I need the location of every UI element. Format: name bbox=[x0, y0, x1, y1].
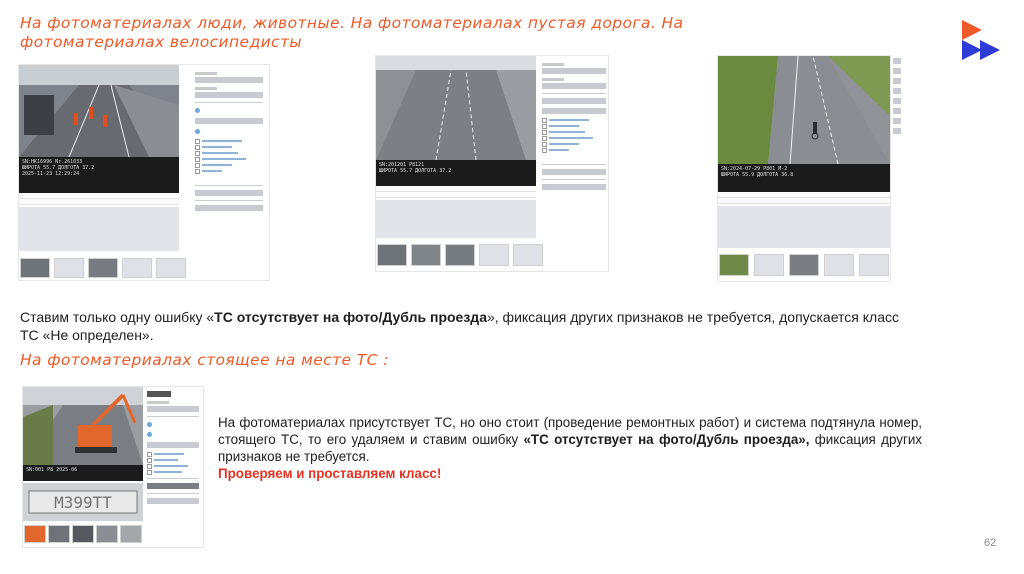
thumbnail[interactable] bbox=[54, 258, 84, 278]
screenshot-cyclist bbox=[717, 55, 891, 282]
page-number: 62 bbox=[984, 537, 997, 549]
thumbnail[interactable] bbox=[122, 258, 152, 278]
para-warning: Проверяем и проставляем класс! bbox=[218, 466, 442, 481]
thumbnail[interactable] bbox=[789, 254, 819, 276]
plate-area bbox=[19, 207, 179, 251]
thumbnail[interactable] bbox=[824, 254, 854, 276]
review-form bbox=[147, 391, 199, 508]
thumbnail[interactable] bbox=[719, 254, 749, 276]
thumbnail[interactable] bbox=[88, 258, 118, 278]
thumbnail[interactable] bbox=[24, 525, 46, 543]
instruction-text bbox=[20, 308, 920, 344]
thumbnail[interactable] bbox=[411, 244, 441, 266]
thumbnail[interactable] bbox=[20, 258, 50, 278]
photo-caption: SN:HK16996 Nr.261033 ШИРОТА 55.7 ДОЛГОТА 37.2 2025-11-23 12:29:24 bbox=[19, 157, 179, 193]
para-prefix: На фотоматериалах присутствует ТС, но оно стоит (проведение ремонтных работ) и система подтянула номер, стоящего ТС, то его удаляем и ставим ошибку bbox=[218, 415, 922, 447]
instruction-suffix: », фиксация других признаков не требуется, допускается класс ТС «Не определен». bbox=[20, 309, 900, 343]
section-subtitle: На фотоматериалах стоящее на месте ТС : bbox=[20, 351, 389, 369]
photo-caption: SN:201201 P8121 ШИРОТА 55.7 ДОЛГОТА 37.2 bbox=[376, 160, 536, 186]
slide-title: На фотоматериалах люди, животные. На фотоматериалах пустая дорога. На фотоматериалах велосипедисты bbox=[20, 14, 684, 51]
screenshot-empty-road bbox=[375, 55, 609, 272]
review-form bbox=[893, 58, 901, 138]
thumbnail[interactable] bbox=[120, 525, 142, 543]
parked-vehicle-instruction bbox=[218, 414, 922, 482]
thumbnail[interactable] bbox=[96, 525, 118, 543]
screenshot-parked-vehicle bbox=[22, 386, 204, 548]
para-error-name: «ТС отсутствует на фото/Дубль проезда», bbox=[523, 432, 810, 447]
plate-area bbox=[718, 206, 890, 248]
screenshot-people bbox=[18, 64, 270, 281]
thumbnail[interactable] bbox=[513, 244, 543, 266]
thumbnail[interactable] bbox=[48, 525, 70, 543]
review-form bbox=[195, 69, 263, 215]
plate-area bbox=[376, 200, 536, 238]
thumbnail[interactable] bbox=[479, 244, 509, 266]
instruction-error-name: ТС отсутствует на фото/Дубль проезда bbox=[214, 309, 487, 325]
thumbnail[interactable] bbox=[72, 525, 94, 543]
company-logo bbox=[960, 18, 1004, 62]
license-plate-image bbox=[23, 483, 143, 521]
instruction-prefix: Ставим только одну ошибку « bbox=[20, 309, 215, 325]
thumbnail[interactable] bbox=[754, 254, 784, 276]
thumbnail[interactable] bbox=[859, 254, 889, 276]
thumbnail[interactable] bbox=[156, 258, 186, 278]
road-photo-excavator bbox=[23, 387, 143, 465]
review-form bbox=[542, 60, 606, 194]
photo-caption: SN:001 P8 2025-06 bbox=[23, 465, 143, 481]
road-photo-empty bbox=[376, 56, 536, 160]
thumbnail[interactable] bbox=[377, 244, 407, 266]
photo-caption: SN:2024-07-29 P801 M-2 ШИРОТА 55.9 ДОЛГОТА 36.8 bbox=[718, 164, 890, 192]
thumbnail[interactable] bbox=[445, 244, 475, 266]
road-photo-people bbox=[19, 65, 179, 157]
para-suffix: фиксация других признаков не требуется. bbox=[218, 432, 922, 464]
plate-number-text: M399TT bbox=[54, 493, 112, 512]
road-photo-cyclist bbox=[718, 56, 890, 164]
